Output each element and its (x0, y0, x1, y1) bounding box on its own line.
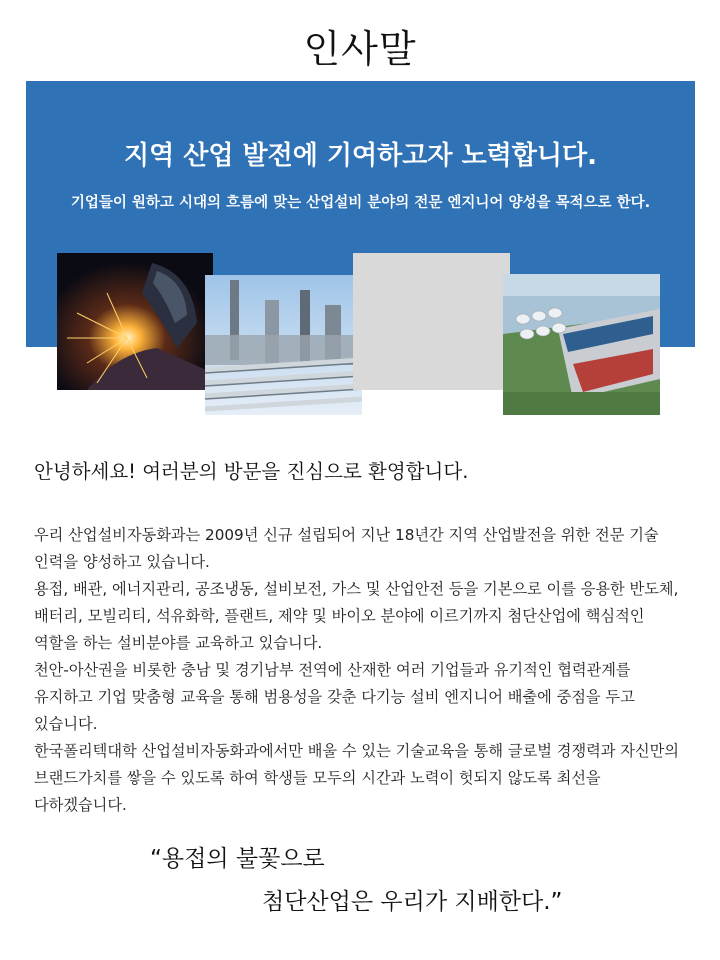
aerial-factory-photo (503, 274, 660, 415)
banner-headline: 지역 산업 발전에 기여하고자 노력합니다. (123, 141, 598, 171)
page-title: 인사말 (303, 27, 417, 71)
placeholder-photo (353, 253, 510, 390)
quote-line-2: 첨단산업은 우리가 지배한다.” (262, 889, 563, 915)
banner-subline: 기업들이 원하고 시대의 흐름에 맞는 산업설비 분야의 전문 엔지니어 양성을 목적으로 한다. (70, 195, 651, 211)
quote-line-1: “용접의 불꽃으로 (150, 846, 325, 872)
welcome-heading: 안녕하세요! 여러분의 방문을 진심으로 환영합니다. (34, 460, 469, 483)
welding-photo (57, 253, 213, 390)
greeting-body: 우리 산업설비자동화과는 2009년 신규 설립되어 지난 18년간 지역 산업발전을 위한 전문 기술 인력을 양성하고 있습니다. 용접, 배관, 에너지관리, 공조냉동, 설비보전, 가스 및 산업안전 등을 기본으로 이를 응용한 반도체, 배터리, 모빌리티, 석유화학, 플랜트, 제약 및 바이오 분야에 이르기까지 첨단산업에 핵심적인 역할을 하는 설비분야를 교육하고 있습니다. 천안-아산권을 비롯한 충남 및 경기남부 전역에 산재한 여러 기업들과 유기적인 협력관계를 유지하고 기업 맞춤형 교육을 통해 범용성을 갖춘 다기능 설비 엔지니어 배출에 중점을 두고 있습니다. 한국폴리텍대학 산업설비자동화과에서만 배울 수 있는 기술교육을 통해 글로벌 경쟁력과 자신만의 브랜드가치를 쌓을 수 있도록 하여 학생들 모두의 시간과 노력이 헛되지 않도록 최선을 다하겠습니다. (34, 526, 679, 814)
pipeline-plant-photo (205, 275, 362, 415)
